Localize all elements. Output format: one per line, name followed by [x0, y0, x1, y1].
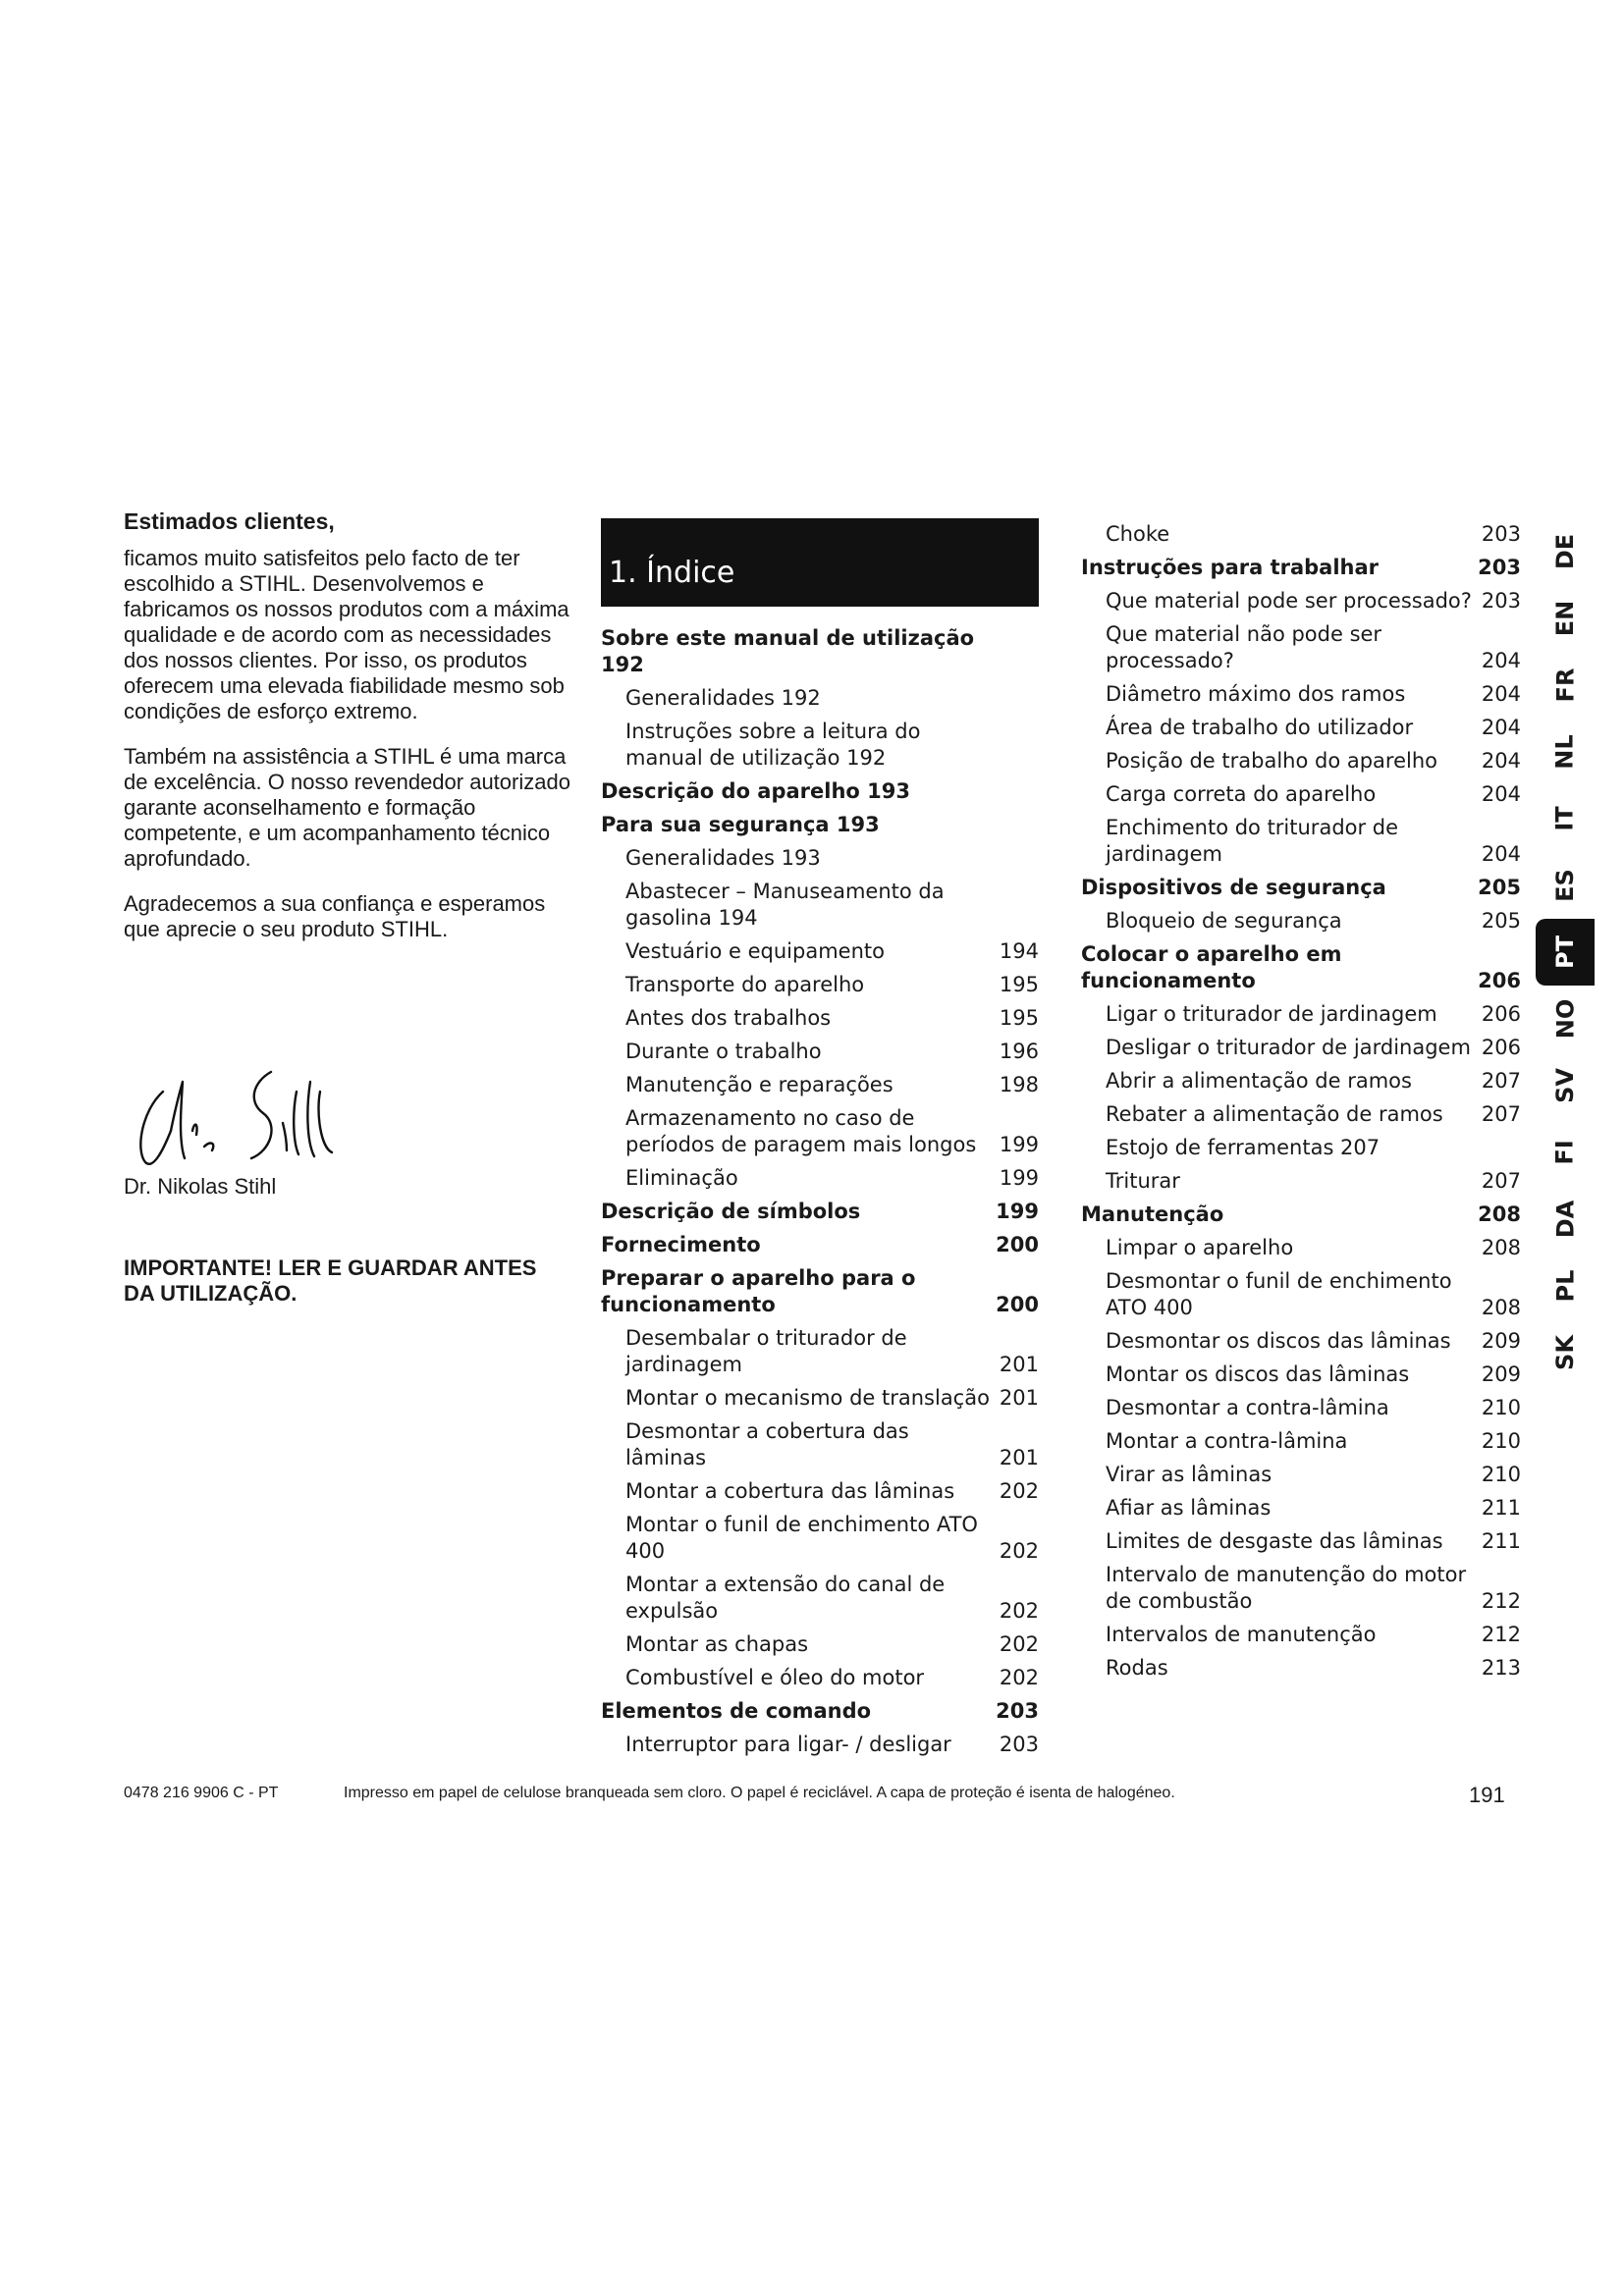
toc-entry[interactable] [1081, 1459, 1521, 1492]
toc-entry-page: 198 [999, 1073, 1039, 1096]
toc-entry-page: 207 [1481, 1102, 1521, 1126]
language-tab-en[interactable] [1536, 585, 1595, 652]
toc-entry-title: Estojo de ferramentas 207 [1106, 1136, 1380, 1159]
toc-entry-title: Enchimento do triturador de jardinagem [1106, 816, 1399, 866]
toc-entry-page: 203 [1481, 589, 1521, 613]
toc-entry[interactable] [1081, 1232, 1521, 1265]
language-tab-label: NL [1550, 734, 1579, 770]
toc-entry-title: Intervalo de manutenção do motor de combustão [1106, 1563, 1467, 1613]
toc-entry[interactable] [1081, 1359, 1521, 1392]
toc-section[interactable] [601, 809, 1039, 842]
toc-section[interactable] [601, 1262, 1039, 1322]
toc-entry-title: Sobre este manual de utilização 192 [601, 626, 975, 676]
toc-entry[interactable] [601, 1002, 1039, 1036]
toc-entry-page: 203 [1478, 556, 1521, 579]
language-tab-label: EN [1550, 600, 1579, 637]
toc-entry-title: Descrição de símbolos [601, 1200, 861, 1223]
toc-entry-page: 203 [999, 1733, 1039, 1756]
toc-entry-title: Eliminação [625, 1166, 738, 1190]
toc-entry[interactable] [601, 1569, 1039, 1629]
toc-entry-title: Antes dos trabalhos [625, 1006, 832, 1030]
toc-title: 1. Índice [601, 518, 1039, 607]
toc-entry-title: Ligar o triturador de jardinagem [1106, 1002, 1437, 1026]
language-tab-sv[interactable] [1536, 1052, 1595, 1119]
toc-entry-title: Montar a extensão do canal de expulsão [625, 1573, 946, 1623]
toc-entry-title: Que material pode ser processado? [1106, 589, 1472, 613]
toc-list [601, 622, 1039, 1762]
toc-entry-title: Rebater a alimentação de ramos [1106, 1102, 1443, 1126]
toc-entry-title: Rodas [1106, 1656, 1168, 1680]
toc-entry-page: 196 [999, 1040, 1039, 1063]
language-tab-label: SK [1550, 1335, 1579, 1370]
toc-entry-page: 205 [1478, 876, 1521, 899]
toc-entry[interactable] [601, 716, 1039, 775]
toc-entry-page: 202 [999, 1632, 1039, 1656]
toc-entry-title: Carga correta do aparelho [1106, 782, 1377, 806]
toc-entry-title: Limites de desgaste das lâminas [1106, 1529, 1443, 1553]
toc-entry[interactable] [1081, 1652, 1521, 1685]
toc-entry-page: 209 [1481, 1329, 1521, 1353]
toc-entry-title: Choke [1106, 522, 1170, 546]
toc-entry-page: 203 [1481, 522, 1521, 546]
toc-entry-page: 208 [1481, 1236, 1521, 1259]
toc-entry-page: 199 [996, 1200, 1039, 1223]
important-notice: IMPORTANTE! LER E GUARDAR ANTES DA UTILIZAÇÃO. [124, 1255, 537, 1306]
toc-entry-title: Vestuário e equipamento [625, 939, 885, 963]
toc-entry-title: Abrir a alimentação de ramos [1106, 1069, 1412, 1093]
toc-section[interactable] [1081, 1199, 1521, 1232]
toc-entry-page: 199 [999, 1166, 1039, 1190]
toc-entry-title: Desmontar a cobertura das lâminas [625, 1419, 909, 1469]
toc-entry-title: Dispositivos de segurança [1081, 876, 1386, 899]
toc-entry-title: Montar o mecanismo de translação [625, 1386, 990, 1410]
toc-entry-page: 201 [999, 1386, 1039, 1410]
language-tab-label: DE [1550, 533, 1579, 570]
toc-entry-page: 211 [1481, 1529, 1521, 1553]
toc-entry-title: Desembalar o triturador de jardinagem [625, 1326, 907, 1376]
toc-entry-title: Combustível e óleo do motor [625, 1666, 925, 1689]
toc-entry-page: 209 [1481, 1362, 1521, 1386]
toc-entry-page: 208 [1481, 1296, 1521, 1319]
toc-entry[interactable] [1081, 905, 1521, 938]
toc-entry-title: Limpar o aparelho [1106, 1236, 1294, 1259]
toc-entry-page: 212 [1481, 1589, 1521, 1613]
language-tab-fr[interactable] [1536, 652, 1595, 719]
language-tab-label: NO [1551, 998, 1579, 1040]
toc-entry[interactable] [1081, 1132, 1521, 1165]
toc-entry-page: 213 [1481, 1656, 1521, 1680]
toc-entry-page: 200 [996, 1233, 1039, 1256]
toc-entry-page: 210 [1481, 1463, 1521, 1486]
toc-section[interactable] [1081, 938, 1521, 998]
toc-entry-title: Triturar [1106, 1169, 1180, 1193]
language-tab-nl[interactable] [1536, 719, 1595, 785]
toc-entry[interactable] [1081, 1619, 1521, 1652]
language-tab-label: SV [1550, 1068, 1579, 1103]
toc-entry[interactable] [601, 1069, 1039, 1102]
toc-entry-page: 202 [999, 1599, 1039, 1623]
toc-entry-page: 210 [1481, 1429, 1521, 1453]
toc-entry[interactable] [1081, 678, 1521, 712]
toc-entry[interactable] [601, 969, 1039, 1002]
toc-entry-title: Montar as chapas [625, 1632, 809, 1656]
toc-section[interactable] [601, 1229, 1039, 1262]
toc-entry[interactable] [1081, 778, 1521, 812]
language-tab-es[interactable] [1536, 852, 1595, 919]
toc-entry[interactable] [1081, 1425, 1521, 1459]
signature-image [124, 1052, 359, 1180]
language-tab-label: PL [1550, 1269, 1579, 1303]
toc-entry-page: 207 [1481, 1169, 1521, 1193]
language-tab-de[interactable] [1536, 518, 1595, 585]
toc-entry[interactable] [1081, 812, 1521, 872]
toc-entry-title: Durante o trabalho [625, 1040, 822, 1063]
toc-entry-page: 202 [999, 1666, 1039, 1689]
toc-entry[interactable] [1081, 745, 1521, 778]
toc-entry-title: Montar a cobertura das lâminas [625, 1479, 955, 1503]
toc-entry[interactable] [1081, 712, 1521, 745]
toc-entry[interactable] [1081, 1065, 1521, 1098]
page-number: 191 [1469, 1783, 1505, 1807]
language-tab-pt[interactable] [1536, 919, 1595, 986]
language-tab-label: ES [1551, 869, 1579, 902]
toc-entry[interactable] [1081, 618, 1521, 678]
toc-entry-page: 210 [1481, 1396, 1521, 1419]
toc-entry-title: Área de trabalho do utilizador [1106, 716, 1414, 739]
toc-entry[interactable] [601, 842, 1039, 876]
language-tab-no[interactable] [1536, 986, 1595, 1052]
toc-entry-page: 205 [1481, 909, 1521, 933]
toc-entry-page: 204 [1481, 749, 1521, 773]
toc-entry-title: Desmontar os discos das lâminas [1106, 1329, 1451, 1353]
toc-entry[interactable] [601, 935, 1039, 969]
toc-entry-page: 204 [1481, 842, 1521, 866]
toc-entry[interactable] [1081, 585, 1521, 618]
intro-paragraph: Agradecemos a sua confiança e esperamos que aprecie o seu produto STIHL. [124, 891, 546, 941]
toc-entry-title: Desmontar a contra-lâmina [1106, 1396, 1389, 1419]
toc-entry-title: Transporte do aparelho [625, 973, 865, 996]
toc-section[interactable] [601, 775, 1039, 809]
toc-entry[interactable] [601, 1382, 1039, 1415]
toc-entry-page: 206 [1481, 1036, 1521, 1059]
toc-entry-title: Elementos de comando [601, 1699, 872, 1723]
toc-entry-page: 201 [999, 1446, 1039, 1469]
toc-section[interactable] [601, 1695, 1039, 1729]
toc-entry[interactable] [1081, 1392, 1521, 1425]
language-tab-da[interactable] [1536, 1186, 1595, 1253]
language-tab-label: DA [1551, 1200, 1579, 1239]
toc-entry-title: Virar as lâminas [1106, 1463, 1272, 1486]
toc-entry[interactable] [601, 1322, 1039, 1382]
toc-entry-page: 204 [1481, 649, 1521, 672]
toc-section[interactable] [601, 622, 1039, 682]
intro-paragraph: Também na assistência a STIHL é uma marca de excelência. O nosso revendedor autorizado garante aconselhamento e formação competente, e um acompanhamento técnico aprofundado. [124, 744, 570, 871]
toc-section[interactable] [1081, 872, 1521, 905]
toc-entry[interactable] [601, 1475, 1039, 1509]
toc-entry[interactable] [601, 1102, 1039, 1162]
language-tab-label: FI [1550, 1140, 1579, 1165]
toc-entry-title: Para sua segurança 193 [601, 813, 880, 836]
toc-entry[interactable] [601, 1662, 1039, 1695]
document-code: 0478 216 9906 C - PT [124, 1785, 279, 1801]
toc-entry[interactable] [1081, 518, 1521, 552]
toc-entry-page: 204 [1481, 682, 1521, 706]
language-tab-it[interactable] [1536, 785, 1595, 852]
toc-entry-title: Diâmetro máximo dos ramos [1106, 682, 1406, 706]
toc-entry-title: Manutenção e reparações [625, 1073, 893, 1096]
toc-entry[interactable] [601, 1036, 1039, 1069]
toc-entry-title: Instruções sobre a leitura do manual de utilização 192 [625, 720, 921, 770]
intro-letter [124, 508, 575, 962]
toc-entry-title: Abastecer – Manuseamento da gasolina 194 [625, 880, 945, 930]
toc-entry[interactable] [601, 1415, 1039, 1475]
language-tab-label: FR [1551, 667, 1579, 703]
toc-entry-title: Armazenamento no caso de períodos de paragem mais longos [625, 1106, 977, 1156]
toc-column-2 [1081, 518, 1521, 1685]
language-tab-pl[interactable] [1536, 1253, 1595, 1319]
toc-section[interactable] [601, 1196, 1039, 1229]
toc-entry[interactable] [601, 1629, 1039, 1662]
toc-entry-page: 202 [999, 1539, 1039, 1563]
toc-entry-title: Interruptor para ligar- / desligar [625, 1733, 951, 1756]
toc-entry[interactable] [601, 1162, 1039, 1196]
greeting: Estimados clientes, [124, 508, 335, 534]
toc-entry-page: 201 [999, 1353, 1039, 1376]
language-tab-fi[interactable] [1536, 1119, 1595, 1186]
language-tab-sk[interactable] [1536, 1319, 1595, 1386]
toc-entry-page: 208 [1478, 1202, 1521, 1226]
toc-entry[interactable] [601, 876, 1039, 935]
language-tab-label: IT [1551, 806, 1579, 831]
toc-entry-page: 203 [996, 1699, 1039, 1723]
toc-entry[interactable] [601, 682, 1039, 716]
toc-entry-title: Desligar o triturador de jardinagem [1106, 1036, 1471, 1059]
intro-paragraph: ficamos muito satisfeitos pelo facto de ter escolhido a STIHL. Desenvolvemos e fabricamos os nossos produtos com a máxima qualidade e de acordo com as necessidades dos nossos clientes. Por isso, os produtos oferecem uma elevada fiabilidade mesmo sob condições de esforço extremo. [124, 546, 569, 723]
toc-entry-page: 200 [996, 1293, 1039, 1316]
toc-entry[interactable] [1081, 1325, 1521, 1359]
toc-entry[interactable] [1081, 1032, 1521, 1065]
toc-entry[interactable] [601, 1509, 1039, 1569]
toc-entry-title: Montar o funil de enchimento ATO 400 [625, 1513, 978, 1563]
toc-entry[interactable] [1081, 1165, 1521, 1199]
paper-note: Impresso em papel de celulose branqueada sem cloro. O papel é reciclável. A capa de proteção é isenta de halogéneo. [344, 1785, 1175, 1801]
toc-entry[interactable] [601, 1729, 1039, 1762]
toc-entry-title: Instruções para trabalhar [1081, 556, 1380, 579]
toc-entry-title: Colocar o aparelho em funcionamento [1081, 942, 1342, 992]
toc-section[interactable] [1081, 552, 1521, 585]
toc-entry-title: Que material não pode ser processado? [1106, 622, 1382, 672]
toc-entry[interactable] [1081, 1098, 1521, 1132]
toc-entry-page: 195 [999, 973, 1039, 996]
toc-entry-title: Desmontar o funil de enchimento ATO 400 [1106, 1269, 1452, 1319]
signer-name: Dr. Nikolas Stihl [124, 1174, 277, 1199]
toc-entry-title: Afiar as lâminas [1106, 1496, 1272, 1520]
toc-entry-page: 202 [999, 1479, 1039, 1503]
toc-column-1 [601, 518, 1039, 1762]
toc-entry-title: Fornecimento [601, 1233, 761, 1256]
toc-entry[interactable] [1081, 1265, 1521, 1325]
toc-entry-title: Descrição do aparelho 193 [601, 779, 910, 803]
toc-entry[interactable] [1081, 998, 1521, 1032]
toc-entry-page: 199 [999, 1133, 1039, 1156]
toc-entry-title: Montar a contra-lâmina [1106, 1429, 1348, 1453]
language-tabs [1536, 518, 1595, 1386]
toc-entry-title: Bloqueio de segurança [1106, 909, 1342, 933]
toc-entry[interactable] [1081, 1492, 1521, 1525]
toc-entry[interactable] [1081, 1525, 1521, 1559]
toc-entry[interactable] [1081, 1559, 1521, 1619]
toc-entry-title: Generalidades 193 [625, 846, 821, 870]
toc-entry-page: 204 [1481, 716, 1521, 739]
toc-entry-page: 194 [999, 939, 1039, 963]
toc-entry-page: 206 [1481, 1002, 1521, 1026]
toc-list [1081, 518, 1521, 1685]
toc-entry-page: 195 [999, 1006, 1039, 1030]
toc-entry-title: Manutenção [1081, 1202, 1224, 1226]
toc-entry-title: Generalidades 192 [625, 686, 821, 710]
toc-entry-title: Posição de trabalho do aparelho [1106, 749, 1438, 773]
toc-entry-page: 211 [1481, 1496, 1521, 1520]
toc-entry-page: 212 [1481, 1623, 1521, 1646]
toc-entry-page: 204 [1481, 782, 1521, 806]
toc-entry-page: 207 [1481, 1069, 1521, 1093]
toc-entry-page: 206 [1478, 969, 1521, 992]
toc-entry-title: Intervalos de manutenção [1106, 1623, 1377, 1646]
language-tab-label: PT [1551, 935, 1579, 969]
toc-entry-title: Montar os discos das lâminas [1106, 1362, 1410, 1386]
toc-entry-title: Preparar o aparelho para o funcionamento [601, 1266, 916, 1316]
